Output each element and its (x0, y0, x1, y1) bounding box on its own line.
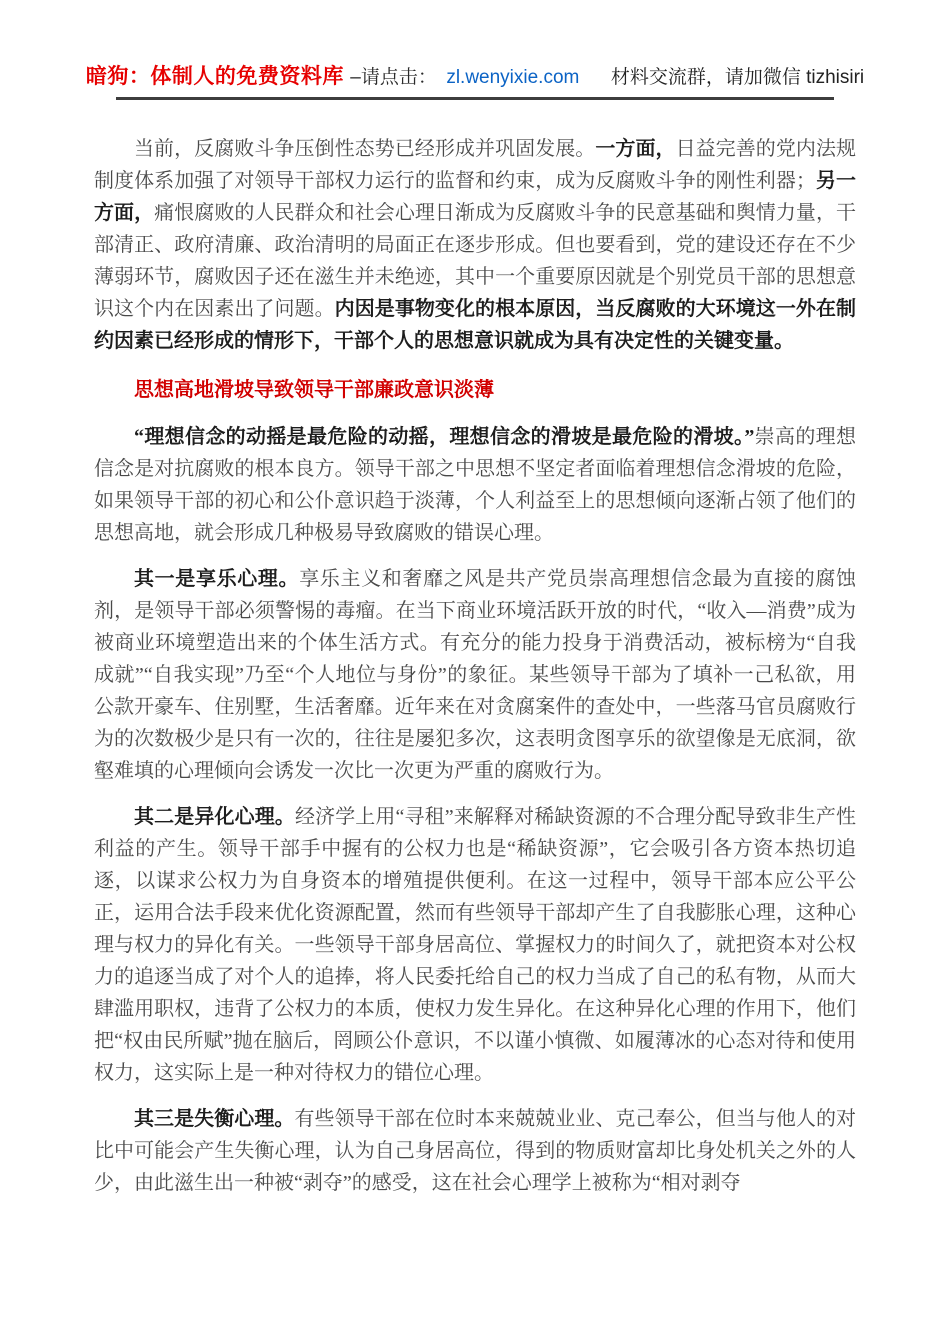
paragraph (94, 421, 856, 549)
bold-run: 思想高地滑坡导致领导干部廉政意识淡薄 (134, 379, 494, 401)
bold-run: 一方面， (595, 138, 676, 160)
paragraph (94, 133, 856, 357)
paragraph (94, 1103, 856, 1199)
bold-run: 其一是享乐心理。 (134, 568, 300, 590)
brand-label: 暗狗：体制人的免费资料库 (85, 65, 344, 88)
text-run: 日益完善的党内法规制度体系加强了对领导干部权力运行的监督和约束，成为反腐败斗争的刚性利器； (94, 138, 857, 192)
section-heading (94, 374, 856, 406)
paragraph (94, 563, 856, 787)
promo-link[interactable]: zl.wenyixie.com (446, 67, 580, 88)
bold-run: 内因是事物变化的根本原因，当反腐败的大环境这一外在制约因素已经形成的情形下，干部个人的思想意识就成为具有决定性的关键变量。 (94, 298, 857, 352)
promo-header (0, 0, 950, 100)
promo-header-text (0, 64, 950, 92)
text-run: 崇高的理想信念是对抗腐败的根本良方。领导干部之中思想不坚定者面临着理想信念滑坡的危险，如果领导干部的初心和公仆意识趋于淡薄，个人利益至上的思想倾向逐渐占领了他们的思想高地，就会形成几种极易导致腐败的错误心理。 (94, 426, 857, 544)
bold-run: 其三是失衡心理。 (134, 1108, 295, 1130)
wechat-contact: 材料交流群，请加微信 tizhisiri (610, 67, 865, 88)
bold-run: 其二是异化心理。 (134, 806, 295, 828)
text-run: 痛恨腐败的人民群众和社会心理日渐成为反腐败斗争的民意基础和舆情力量，干部清正、政府清廉、政治清明的局面正在逐步形成。但也要看到，党的建设还存在不少薄弱环节，腐败因子还在滋生并未绝迹，其中一个重要原因就是个别党员干部的思想意识这个内在因素出了问题。 (94, 202, 857, 320)
bold-run: 另一方面， (94, 170, 857, 224)
text-run: 经济学上用“寻租”来解释对稀缺资源的不合理分配导致非生产性利益的产生。领导干部手中握有的公权力也是“稀缺资源”，它会吸引各方资本热切追逐，以谋求公权力为自身资本的增殖提供便利。在这一过程中，领导干部本应公平公正，运用合法手段来优化资源配置，然而有些领导干部却产生了自我膨胀心理，这种心理与权力的异化有关。一些领导干部身居高位、掌握权力的时间久了，就把资本对公权力的追逐当成了对个人的追捧，将人民委托给自己的权力当成了自己的私有物，从而大肆滥用职权，违背了公权力的本质，使权力发生异化。在这种异化心理的作用下，他们把“权由民所赋”抛在脑后，罔顾公仆意识，不以谨小慎微、如履薄冰的心态对待和使用权力，这实际上是一种对待权力的错位心理。 (94, 806, 857, 1084)
text-run: 享乐主义和奢靡之风是共产党员崇高理想信念最为直接的腐蚀剂，是领导干部必须警惕的毒瘤。在当下商业环境活跃开放的时代，“收入—消费”成为被商业环境塑造出来的个体生活方式。有充分的能力投身于消费活动，被标榜为“自我成就”“自我实现”乃至“个人地位与身份”的象征。某些领导干部为了填补一己私欲，用公款开豪车、住别墅，生活奢靡。近年来在对贪腐案件的查处中，一些落马官员腐败行为的次数极少是只有一次的，往往是屡犯多次，这表明贪图享乐的欲望像是无底洞，欲壑难填的心理倾向会诱发一次比一次更为严重的腐败行为。 (94, 568, 857, 782)
text-run: 有些领导干部在位时本来兢兢业业、克己奉公，但当与他人的对比中可能会产生失衡心理，认为自己身居高位，得到的物质财富却比身处机关之外的人少，由此滋生出一种被“剥夺”的感受，这在社会心理学上被称为“相对剥夺 (94, 1108, 857, 1194)
article-body (94, 133, 856, 1199)
bold-run: “理想信念的动摇是最危险的动摇，理想信念的滑坡是最危险的滑坡。” (134, 426, 755, 448)
click-prompt: –请点击： (350, 67, 437, 88)
header-rule (116, 97, 834, 100)
text-run: 当前，反腐败斗争压倒性态势已经形成并巩固发展。 (134, 138, 596, 160)
paragraph (94, 801, 856, 1089)
